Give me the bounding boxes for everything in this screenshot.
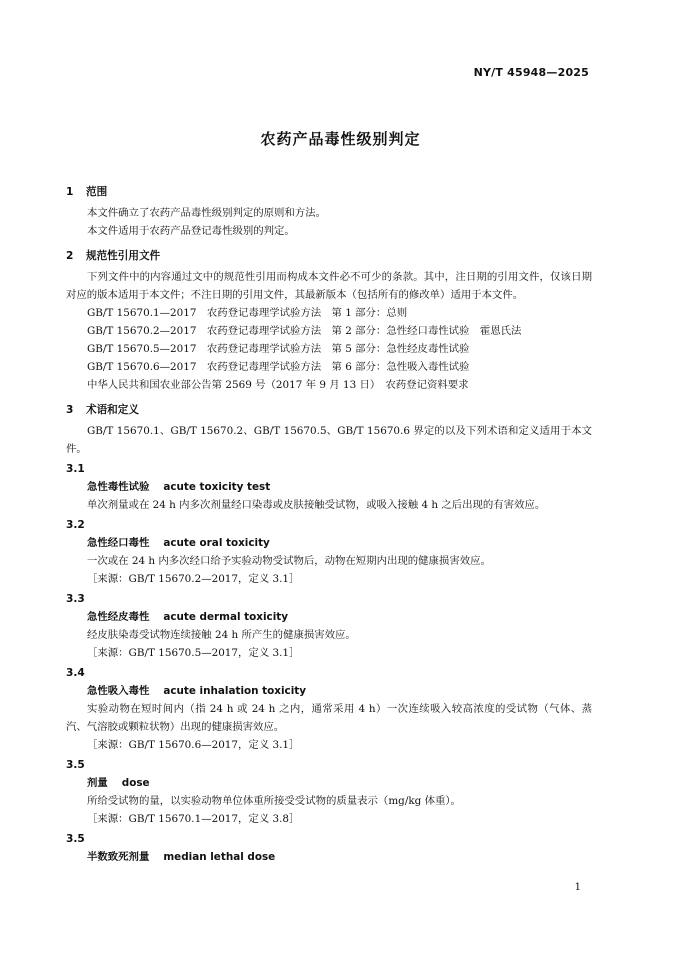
paragraph: 下列文件中的内容通过文中的规范性引用而构成本文件必不可少的条款。其中，注日期的引用文件，仅该日期对应的版本适用于本文件；不注日期的引用文件，其最新版本（包括所有的修改单）适用于本文件。: [66, 271, 592, 301]
section-heading-terms: [66, 401, 592, 419]
document-title: 农药产品毒性级别判定: [260, 130, 421, 148]
term-zh: 急性经口毒性: [87, 537, 150, 549]
term-zh: 急性经皮毒性: [87, 611, 150, 623]
section-number: 2: [66, 250, 74, 262]
standard-code: NY/T 45948—2025: [473, 66, 589, 79]
term-zh: 急性吸入毒性: [87, 685, 150, 697]
term-number: 3.4: [66, 667, 85, 679]
reference-item: GB/T 15670.5—2017 农药登记毒理学试验方法 第 5 部分：急性经皮毒性试验: [87, 343, 470, 355]
reference-item: 中华人民共和国农业部公告第 2569 号（2017 年 9 月 13 日） 农药登记资料要求: [87, 379, 469, 391]
term-number: 3.1: [66, 463, 85, 475]
reference-item: GB/T 15670.6—2017 农药登记毒理学试验方法 第 6 部分：急性吸入毒性试验: [87, 361, 470, 373]
term-en: acute inhalation toxicity: [163, 685, 306, 697]
term-zh: 半数致死剂量: [87, 851, 150, 863]
term-source: ［来源：GB/T 15670.5—2017，定义 3.1］: [87, 647, 300, 659]
paragraph: GB/T 15670.1、GB/T 15670.2、GB/T 15670.5、GB/T 15670.6 界定的以及下列术语和定义适用于本文件。: [66, 425, 592, 455]
term-entry: [66, 682, 592, 700]
term-entry: [66, 848, 592, 866]
term-source: ［来源：GB/T 15670.2—2017，定义 3.1］: [87, 573, 300, 585]
term-number: 3.2: [66, 519, 85, 531]
term-definition: 经皮肤染毒受试物连续接触 24 h 所产生的健康损害效应。: [87, 629, 356, 641]
page-number: 1: [574, 882, 581, 893]
term-entry: [66, 478, 592, 496]
document-body: [66, 176, 592, 866]
term-en: acute oral toxicity: [163, 537, 270, 549]
paragraph: 本文件确立了农药产品毒性级别判定的原则和方法。: [87, 207, 326, 219]
section-title: 术语和定义: [86, 404, 139, 416]
term-en: median lethal dose: [163, 851, 276, 863]
term-entry: [66, 534, 592, 552]
term-source: ［来源：GB/T 15670.6—2017，定义 3.1］: [87, 739, 300, 751]
term-source: ［来源：GB/T 15670.1—2017，定义 3.8］: [87, 813, 300, 825]
term-en: dose: [121, 777, 150, 789]
reference-item: GB/T 15670.1—2017 农药登记毒理学试验方法 第 1 部分：总则: [87, 307, 408, 319]
term-zh: 剂量: [87, 777, 108, 789]
section-number: 1: [66, 186, 74, 198]
term-zh: 急性毒性试验: [87, 481, 150, 493]
term-definition: 所给受试物的量，以实验动物单位体重所接受受试物的质量表示（mg/kg 体重）。: [87, 795, 461, 807]
section-number: 3: [66, 404, 74, 416]
term-number: 3.5: [66, 759, 85, 771]
section-heading-scope: [66, 183, 592, 201]
term-en: acute toxicity test: [163, 481, 271, 493]
term-definition: 单次剂量或在 24 h 内多次剂量经口染毒或皮肤接触受试物，或吸入接触 4 h 之后出现的有害效应。: [87, 499, 546, 511]
term-definition: 一次或在 24 h 内多次经口给予实验动物受试物后，动物在短期内出现的健康损害效应。: [87, 555, 491, 567]
reference-item: GB/T 15670.2—2017 农药登记毒理学试验方法 第 2 部分：急性经口毒性试验 霍恩氏法: [87, 325, 522, 337]
section-heading-normative-refs: [66, 247, 592, 265]
section-title: 规范性引用文件: [86, 250, 161, 262]
paragraph: 本文件适用于农药产品登记毒性级别的判定。: [87, 225, 295, 237]
term-definition: 实验动物在短时间内（指 24 h 或 24 h 之内，通常采用 4 h）一次连续吸入较高浓度的受试物（气体、蒸汽、气溶胶或颗粒状物）出现的健康损害效应。: [66, 703, 592, 733]
term-number: 3.3: [66, 593, 85, 605]
term-entry: [66, 774, 592, 792]
section-title: 范围: [86, 186, 108, 198]
term-number: 3.5: [66, 833, 85, 845]
term-en: acute dermal toxicity: [163, 611, 289, 623]
term-entry: [66, 608, 592, 626]
